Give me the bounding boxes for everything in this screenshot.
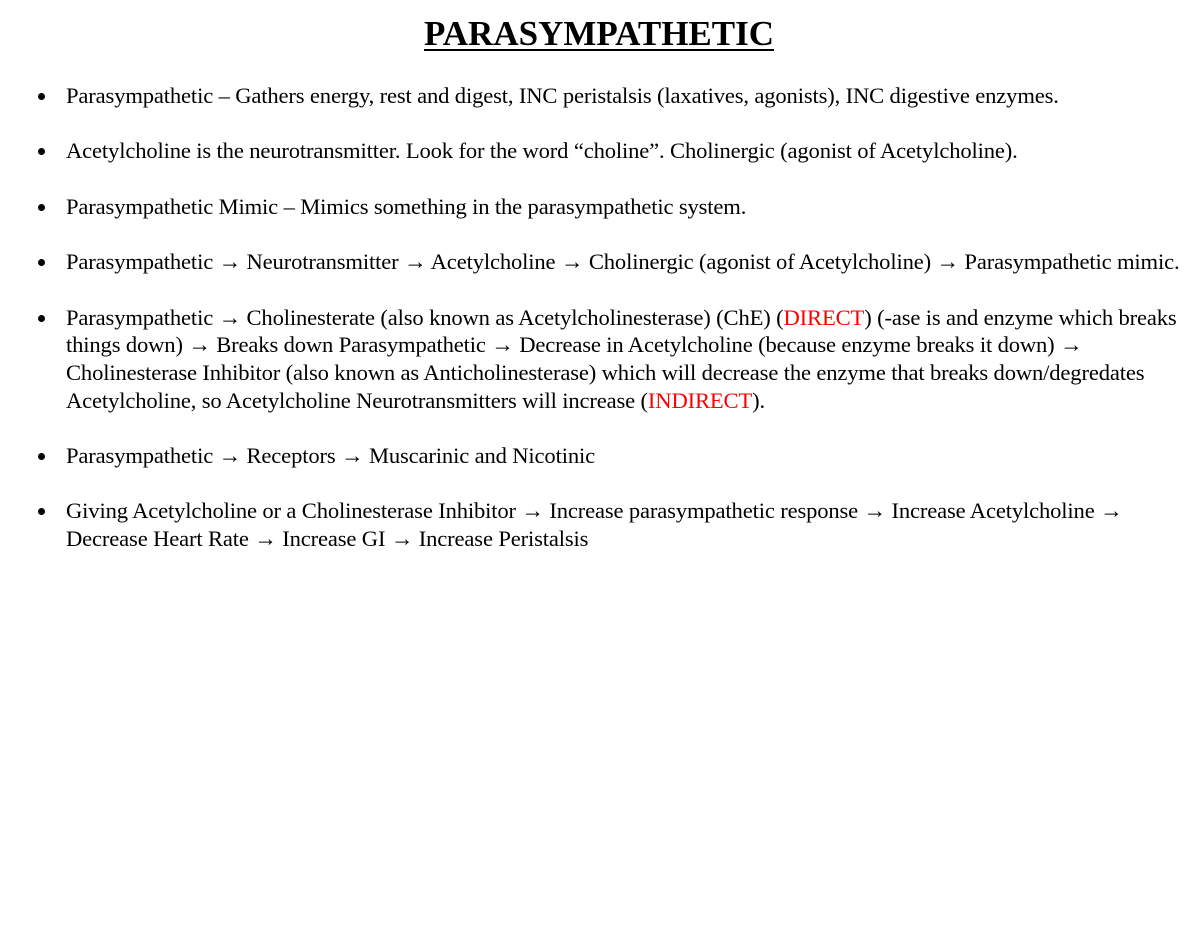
bullet-item-6 xyxy=(0,442,1200,470)
bullet-text: Parasympathetic – Gathers energy, rest and digest, INC peristalsis (laxatives, agonists), INC digestive enzymes. xyxy=(66,83,1059,108)
bullet-icon xyxy=(38,315,45,322)
bullet-text-part-3: ). xyxy=(752,387,766,413)
direct-label: DIRECT xyxy=(783,304,865,330)
bullet-icon xyxy=(38,508,45,515)
bullet-item-1 xyxy=(0,82,1200,110)
bullet-icon xyxy=(38,93,45,100)
page-title: PARASYMPATHETIC xyxy=(424,14,774,53)
bullet-text-part-2: ) (-ase is and enzyme which breaks things down) → Breaks down Parasympathetic → Decrease in Acetylcholine (because enzyme breaks it down) → Cholinesterase Inhibitor (also known as Anticholinesterase) which will decrease the enzyme that breaks down/degredates Acetylcholine, so Acetylcholine Neurotransmitters will increase ( xyxy=(66,304,1177,413)
bullet-icon xyxy=(38,204,45,211)
bullet-icon xyxy=(38,453,45,460)
bullet-text: Parasympathetic → Neurotransmitter → Acetylcholine → Cholinergic (agonist of Acetylcholine) → Parasympathetic mimic. xyxy=(66,249,1180,275)
bullet-item-7 xyxy=(0,497,1200,552)
bullet-icon xyxy=(38,148,45,155)
bullet-item-2 xyxy=(0,137,1200,165)
bullet-text: Giving Acetylcholine or a Cholinesterase Inhibitor → Increase parasympathetic response → Increase Acetylcholine → Decrease Heart Rate → Increase GI → Increase Peristalsis xyxy=(66,498,1123,552)
bullet-text: Acetylcholine is the neurotransmitter. Look for the word “choline”. Cholinergic (agonist of Acetylcholine). xyxy=(66,138,1018,164)
bullet-text: Parasympathetic Mimic – Mimics something in the parasympathetic system. xyxy=(66,193,747,219)
bullet-list xyxy=(0,82,1200,581)
indirect-label: INDIRECT xyxy=(647,387,753,413)
bullet-item-3 xyxy=(0,193,1200,221)
bullet-icon xyxy=(38,259,45,266)
bullet-item-5 xyxy=(0,304,1200,415)
bullet-text-part-1: Parasympathetic → Cholinesterate (also known as Acetylcholinesterase) (ChE) ( xyxy=(66,304,784,330)
bullet-item-4 xyxy=(0,248,1200,276)
bullet-text: Parasympathetic → Receptors → Muscarinic and Nicotinic xyxy=(66,443,595,469)
